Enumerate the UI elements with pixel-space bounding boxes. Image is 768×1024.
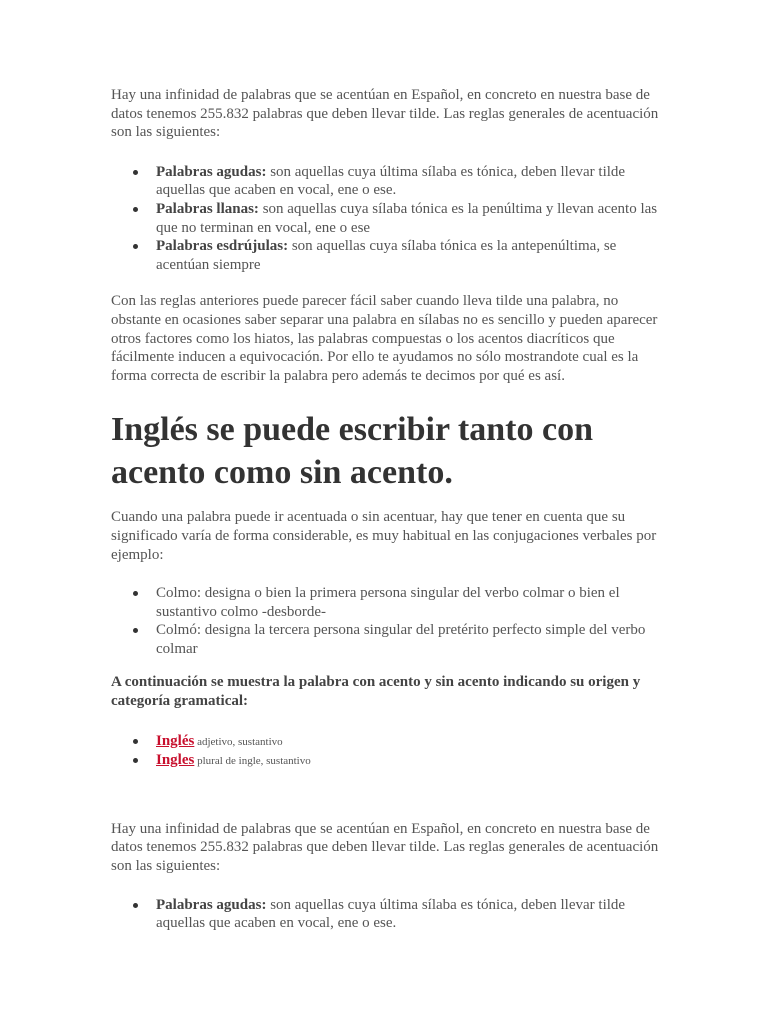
accent-rules-list — [111, 163, 659, 275]
examples-list — [111, 584, 659, 658]
list-item: Colmo: designa o bien la primera persona singular del verbo colmar o bien el sustantivo colmo -desborde- — [111, 584, 659, 621]
explanation-paragraph: Con las reglas anteriores puede parecer fácil saber cuando lleva tilde una palabra, no obstante en ocasiones saber separar una palabra en sílabas no es sencillo y pueden aparecer otros factores como los hiatos, las palabras compuestas o los acentos diacríticos que fácilmente inducen a equivocación. Por ello te ayudamos no sólo mostrandote cual es la forma correcta de escribir la palabra pero además te decimos por qué es así. — [111, 293, 658, 384]
rule-term: Palabras agudas: — [156, 163, 267, 180]
word-list — [111, 732, 659, 771]
rule-text: son aquellas cuya sílaba tónica es la antepenúltima, se acentúan siempre — [156, 238, 617, 273]
word-link-ingles-accent[interactable]: Inglés — [156, 732, 195, 749]
list-item — [111, 896, 659, 933]
rule-text: son aquellas cuya última sílaba es tónica, deben llevar tilde aquellas que acaben en vocal, ene o ese. — [156, 163, 626, 199]
lead-paragraph: A continuación se muestra la palabra con acento y sin acento indicando su origen y categoría gramatical: — [111, 674, 641, 710]
page-heading: Inglés se puede escribir tanto con acento como sin acento. — [111, 411, 593, 492]
rule-text: son aquellas cuya sílaba tónica es la penúltima y llevan acento las que no terminan en vocal, ene o ese — [156, 200, 658, 236]
list-item — [111, 237, 659, 274]
repeat-paragraph: Hay una infinidad de palabras que se acentúan en Español, en concreto en nuestra base de datos tenemos 255.832 palabras que deben llevar tilde. Las reglas generales de acentuación son las siguientes: — [111, 820, 659, 875]
list-item — [111, 163, 659, 200]
intro-paragraph: Hay una infinidad de palabras que se acentúan en Español, en concreto en nuestra base de datos tenemos 255.832 palabras que deben llevar tilde. Las reglas generales de acentuación son las siguientes: — [111, 87, 659, 141]
rule-text: son aquellas cuya última sílaba es tónica, deben llevar tilde aquellas que acaben en vocal, ene o ese. — [156, 896, 626, 932]
list-item — [111, 751, 659, 771]
rule-term: Palabras agudas: — [156, 896, 267, 913]
list-item — [111, 200, 659, 237]
document-content — [111, 86, 659, 933]
word-description: plural de ingle, sustantivo — [194, 755, 311, 768]
list-item — [111, 732, 659, 752]
word-description: adjetivo, sustantivo — [194, 735, 283, 748]
meaning-paragraph: Cuando una palabra puede ir acentuada o sin acentuar, hay que tener en cuenta que su significado varía de forma considerable, es muy habitual en las conjugaciones verbales por ejemplo: — [111, 509, 657, 563]
word-link-ingles[interactable]: Ingles — [156, 752, 195, 769]
rule-term: Palabras esdrújulas: — [156, 238, 289, 255]
list-item: Colmó: designa la tercera persona singular del pretérito perfecto simple del verbo colmar — [111, 621, 659, 658]
repeat-rules-list — [111, 896, 659, 933]
rule-term: Palabras llanas: — [156, 200, 259, 217]
